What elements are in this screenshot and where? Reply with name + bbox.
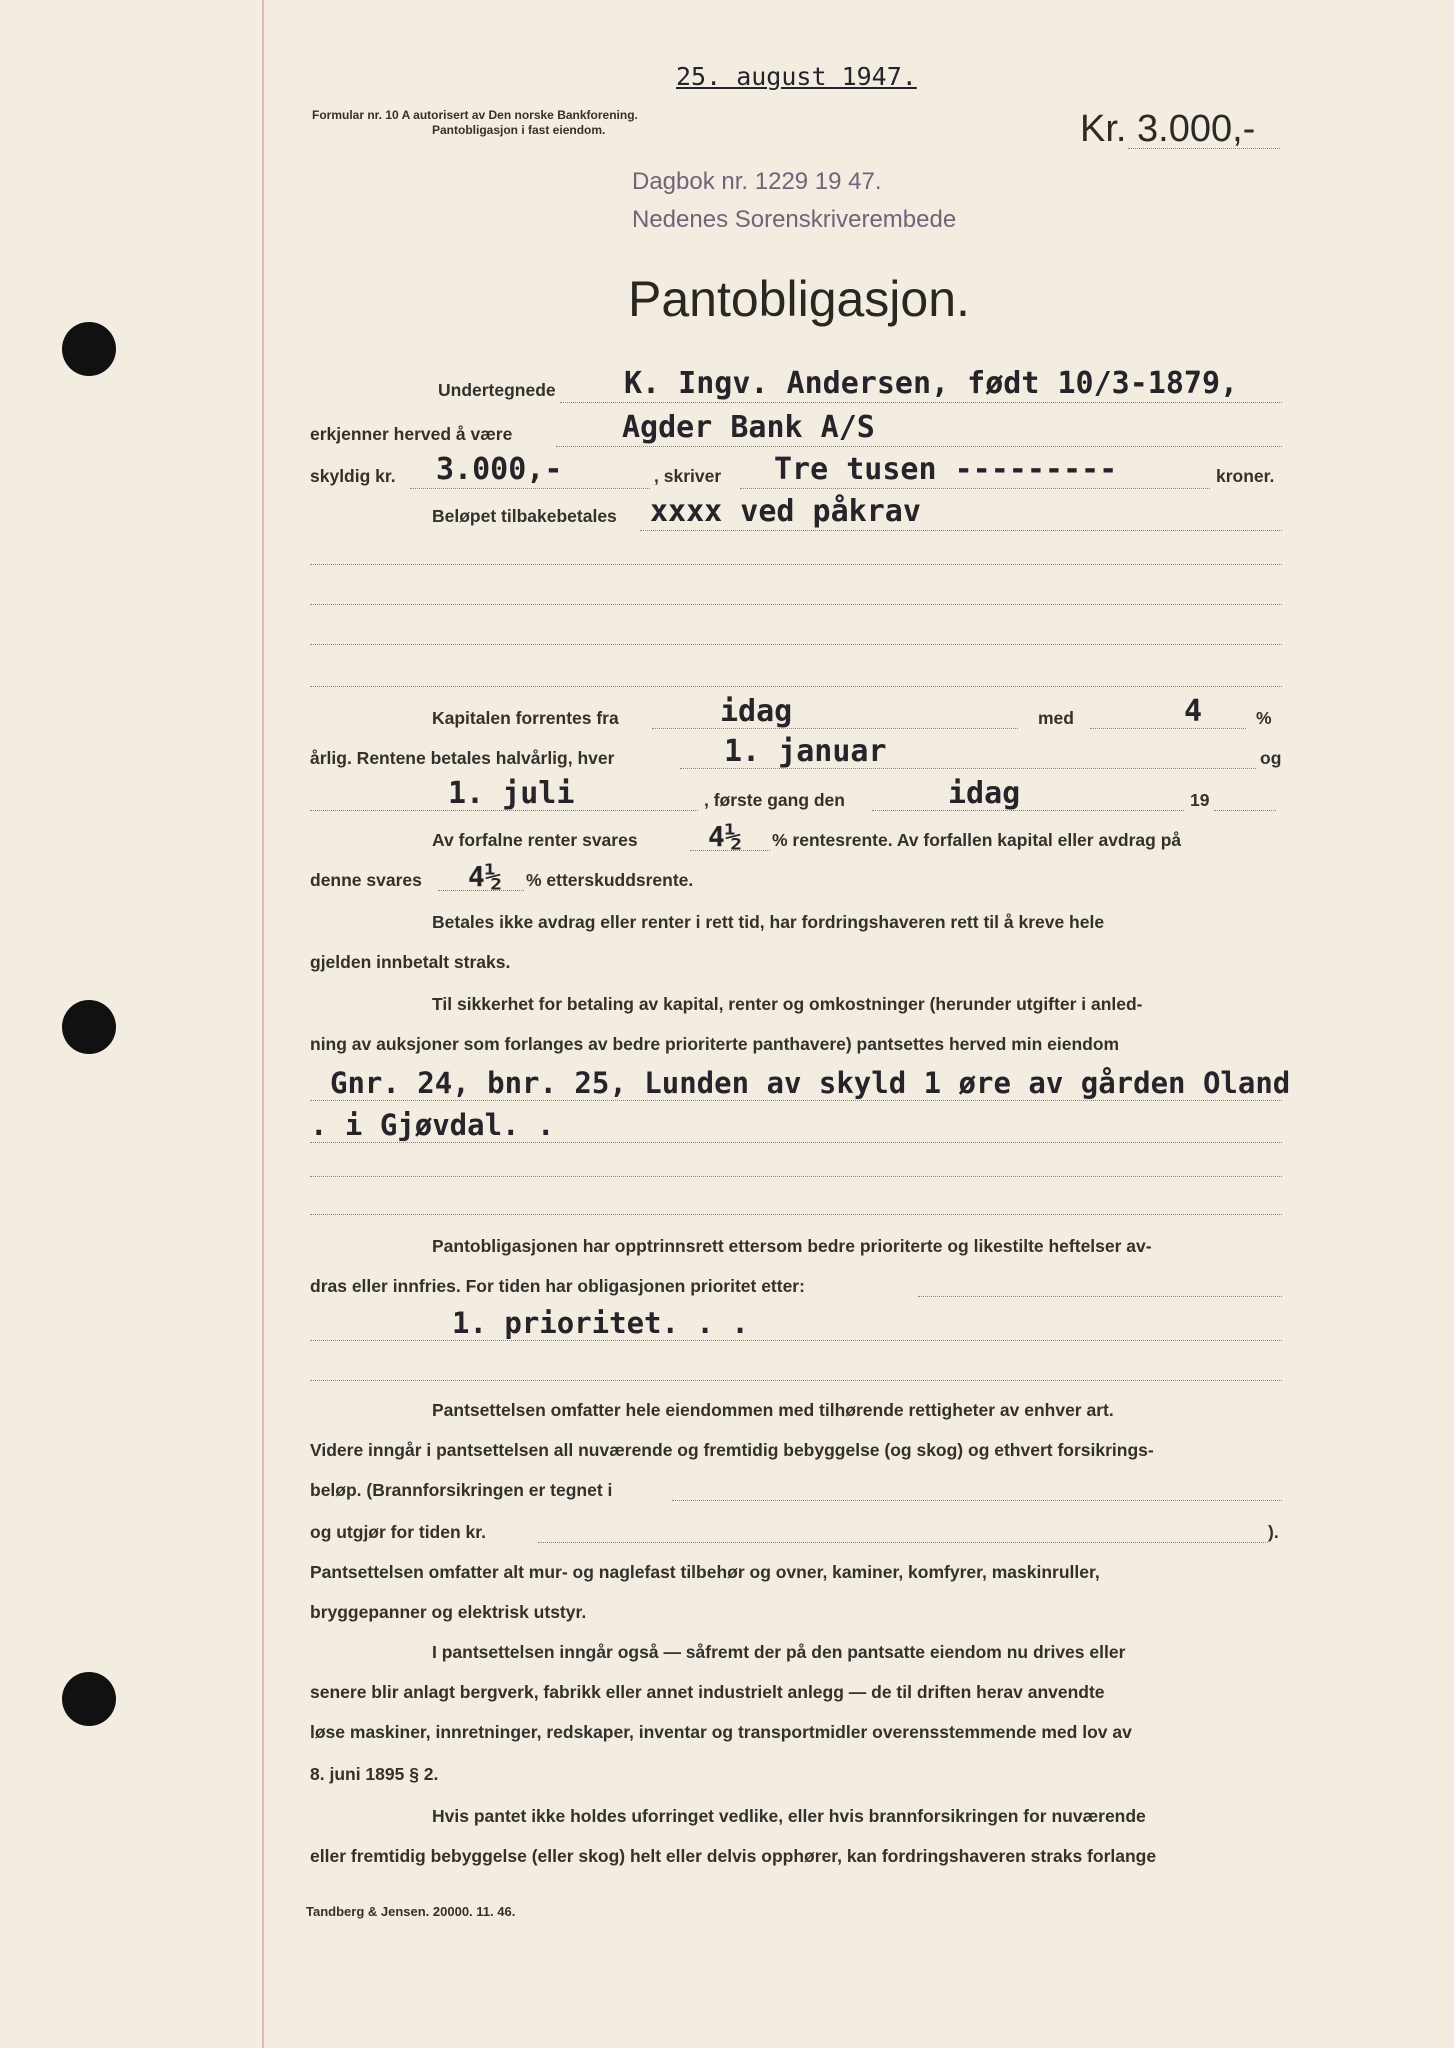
kroner-label: kroner.	[1216, 466, 1275, 486]
arlig-label: årlig. Rentene betales halvårlig, hver	[310, 748, 615, 768]
field-line	[1214, 810, 1276, 811]
paragraph-line: løse maskiner, innretninger, redskaper, inventar og transportmidler overensstemmende med lov av	[310, 1722, 1132, 1742]
field-line	[918, 1296, 1282, 1297]
erkjenner-value: Agder Bank A/S	[622, 410, 875, 445]
dagbok-stamp: Dagbok nr. 1229 19 47.	[632, 168, 882, 195]
skyldig-value: 3.000,-	[436, 452, 563, 487]
percent-label: %	[1256, 708, 1272, 728]
av-forfalne-label: Av forfalne renter svares	[432, 830, 638, 850]
field-line	[410, 488, 650, 489]
paragraph-line: ning av auksjoner som forlanges av bedre prioriterte panthavere) pantsettes herved min eiendom	[310, 1034, 1120, 1054]
belopet-value: xxxx ved påkrav	[650, 494, 921, 529]
paragraph-line: Pantobligasjonen har opptrinnsrett ettersom bedre prioriterte og likestilte heftelser av-	[432, 1236, 1152, 1256]
field-line	[1090, 728, 1246, 729]
kapitalen-value: idag	[720, 694, 793, 729]
field-line	[640, 530, 1282, 531]
field-line	[438, 890, 524, 891]
punch-hole	[62, 322, 116, 376]
skriver-label: , skriver	[654, 466, 722, 486]
paragraph-line: Pantsettelsen omfatter hele eiendommen med tilhørende rettigheter av enhver art.	[432, 1400, 1114, 1420]
field-line	[310, 1340, 1282, 1341]
paragraph-line: dras eller innfries. For tiden har obligasjonen prioritet etter:	[310, 1276, 805, 1296]
rentesrente-label: % rentesrente. Av forfallen kapital eller avdrag på	[772, 830, 1182, 850]
paragraph-line: eller fremtidig bebyggelse (eller skog) helt eller delvis opphører, kan fordringshaveren straks forlange	[310, 1846, 1157, 1866]
field-line	[652, 728, 1018, 729]
printer-note: Tandberg & Jensen. 20000. 11. 46.	[306, 1904, 516, 1919]
blank-line	[310, 1176, 1282, 1177]
blank-line	[310, 1380, 1282, 1381]
document-date: 25. august 1947.	[676, 62, 917, 91]
og-label: og	[1260, 748, 1282, 768]
undertegnede-value: K. Ingv. Andersen, født 10/3-1879,	[624, 366, 1239, 401]
etterskudd-value: 4½	[468, 860, 502, 893]
belopet-label: Beløpet tilbakebetales	[432, 506, 617, 526]
field-line	[538, 1542, 1268, 1543]
paragraph-line: Pantsettelsen omfatter alt mur- og naglefast tilbehør og ovner, kaminer, komfyrer, maskinruller,	[310, 1562, 1100, 1582]
undertegnede-label: Undertegnede	[438, 380, 556, 400]
field-line	[690, 850, 770, 851]
paragraph-line: og utgjør for tiden kr.	[310, 1522, 486, 1542]
amount-line	[1128, 148, 1280, 149]
punch-hole	[62, 1672, 116, 1726]
field-line	[872, 810, 1184, 811]
paragraph-line: Hvis pantet ikke holdes uforringet vedlike, eller hvis brannforsikringen for nuværende	[432, 1806, 1146, 1826]
paragraph-line: beløp. (Brannforsikringen er tegnet i	[310, 1480, 613, 1500]
blank-line	[310, 644, 1282, 645]
denne-label: denne svares	[310, 870, 422, 890]
first-date-value: 1. januar	[724, 734, 887, 769]
form-note-line2: Pantobligasjon i fast eiendom.	[432, 123, 606, 137]
kapitalen-label: Kapitalen forrentes fra	[432, 708, 619, 728]
paragraph-line: Til sikkerhet for betaling av kapital, renter og omkostninger (herunder utgifter i anled-	[432, 994, 1143, 1014]
paragraph-line: bryggepanner og elektrisk utstyr.	[310, 1602, 587, 1622]
forste-gang-value: idag	[948, 776, 1021, 811]
paragraph-line-end: ).	[1268, 1522, 1279, 1542]
field-line	[560, 402, 1282, 403]
erkjenner-label: erkjenner herved å være	[310, 424, 513, 444]
forste-gang-label: , første gang den	[704, 790, 845, 810]
paragraph-line: Betales ikke avdrag eller renter i rett tid, har fordringshaveren rett til å kreve hele	[432, 912, 1105, 932]
paragraph-line: I pantsettelsen inngår også — såfremt der på den pantsatte eiendom nu drives eller	[432, 1642, 1126, 1662]
property-line1: Gnr. 24, bnr. 25, Lunden av skyld 1 øre av gården Oland	[330, 1066, 1291, 1100]
punch-hole	[62, 1000, 116, 1054]
amount-header: Kr. 3.000,-	[1080, 108, 1256, 150]
med-label: med	[1038, 708, 1074, 728]
field-line	[672, 1500, 1282, 1501]
field-line	[310, 810, 698, 811]
second-date-value: 1. juli	[448, 776, 575, 811]
etterskudd-label: % etterskuddsrente.	[526, 870, 694, 890]
field-line	[556, 446, 1282, 447]
margin-line	[262, 0, 264, 2048]
field-line	[740, 488, 1210, 489]
blank-line	[310, 604, 1282, 605]
paragraph-line: 8. juni 1895 § 2.	[310, 1764, 439, 1784]
priority-value: 1. prioritet. . .	[452, 1306, 749, 1340]
blank-line	[310, 686, 1282, 687]
field-line	[310, 1100, 1282, 1101]
blank-line	[310, 564, 1282, 565]
skyldig-label: skyldig kr.	[310, 466, 396, 486]
skriver-value: Tre tusen ---------	[774, 452, 1118, 487]
blank-line	[310, 1214, 1282, 1215]
rate-value: 4	[1184, 694, 1203, 729]
office-stamp: Nedenes Sorenskriverembede	[632, 206, 957, 233]
field-line	[680, 768, 1256, 769]
paragraph-line: gjelden innbetalt straks.	[310, 952, 511, 972]
paragraph-line: Videre inngår i pantsettelsen all nuværende og fremtidig bebyggelse (og skog) og ethvert forsikrings-	[310, 1440, 1154, 1460]
document-title: Pantobligasjon.	[628, 271, 970, 327]
year-label: 19	[1190, 790, 1210, 810]
paragraph-line: senere blir anlagt bergverk, fabrikk eller annet industrielt anlegg — de til driften herav anvendte	[310, 1682, 1105, 1702]
field-line	[310, 1142, 1282, 1143]
rentesrente-value: 4½	[708, 820, 742, 853]
form-note-line1: Formular nr. 10 A autorisert av Den norske Bankforening.	[312, 108, 638, 122]
property-line2: . i Gjøvdal. .	[310, 1108, 555, 1142]
